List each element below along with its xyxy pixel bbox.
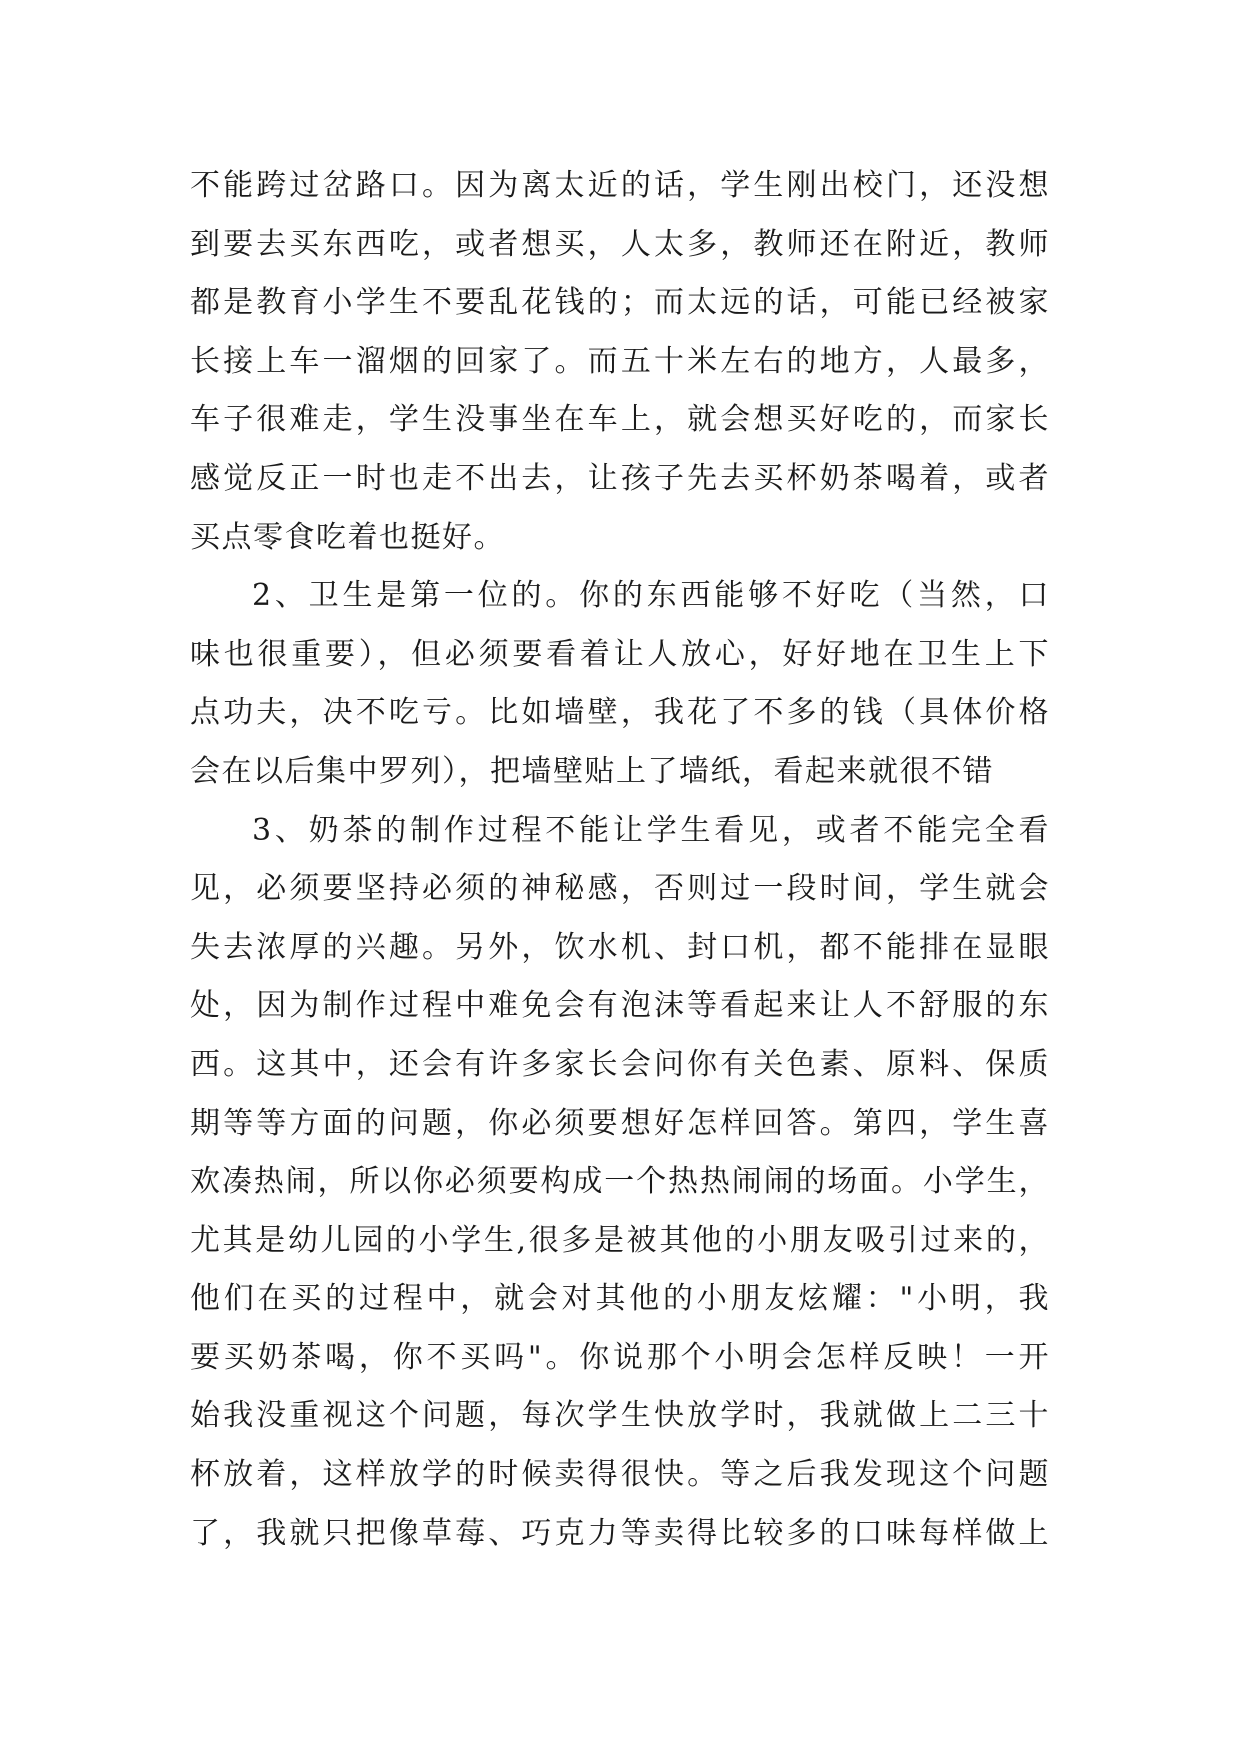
text-line: 要买奶茶喝，你不买吗"。你说那个小明会怎样反映！一开 bbox=[190, 1339, 1050, 1375]
text-line: 3、奶茶的制作过程不能让学生看见，或者不能完全看 bbox=[252, 812, 1050, 848]
text-line: 车子很难走，学生没事坐在车上，就会想买好吃的，而家长 bbox=[190, 402, 1050, 438]
text-line: 了，我就只把像草莓、巧克力等卖得比较多的口味每样做上 bbox=[190, 1515, 1050, 1551]
body-text bbox=[190, 157, 1050, 1563]
text-line: 处，因为制作过程中难免会有泡沫等看起来让人不舒服的东 bbox=[190, 988, 1050, 1024]
text-line: 失去浓厚的兴趣。另外，饮水机、封口机，都不能排在显眼 bbox=[190, 929, 1050, 965]
text-line: 见，必须要坚持必须的神秘感，否则过一段时间，学生就会 bbox=[190, 871, 1050, 907]
text-line: 杯放着，这样放学的时候卖得很快。等之后我发现这个问题 bbox=[190, 1457, 1050, 1493]
text-line: 点功夫，决不吃亏。比如墙壁，我花了不多的钱（具体价格 bbox=[190, 695, 1050, 731]
text-line: 到要去买东西吃，或者想买，人太多，教师还在附近，教师 bbox=[190, 226, 1050, 262]
text-line: 尤其是幼儿园的小学生,很多是被其他的小朋友吸引过来的， bbox=[190, 1222, 1050, 1258]
text-line: 不能跨过岔路口。因为离太近的话，学生刚出校门，还没想 bbox=[190, 168, 1050, 203]
text-line: 味也很重要），但必须要看着让人放心，好好地在卫生上下 bbox=[190, 636, 1050, 672]
text-line: 2、卫生是第一位的。你的东西能够不好吃（当然，口 bbox=[252, 578, 1050, 614]
text-line: 始我没重视这个问题，每次学生快放学时，我就做上二三十 bbox=[190, 1398, 1050, 1434]
text-line: 买点零食吃着也挺好。 bbox=[190, 519, 505, 555]
text-line: 他们在买的过程中，就会对其他的小朋友炫耀："小明，我 bbox=[190, 1281, 1050, 1317]
text-line: 会在以后集中罗列），把墙壁贴上了墙纸，看起来就很不错 bbox=[190, 753, 994, 789]
text-line: 长接上车一溜烟的回家了。而五十米左右的地方，人最多， bbox=[190, 343, 1050, 379]
text-line: 都是教育小学生不要乱花钱的；而太远的话，可能已经被家 bbox=[190, 285, 1050, 321]
text-line: 欢凑热闹，所以你必须要构成一个热热闹闹的场面。小学生， bbox=[190, 1164, 1050, 1200]
text-line: 感觉反正一时也走不出去，让孩子先去买杯奶茶喝着，或者 bbox=[190, 460, 1050, 496]
text-line: 期等等方面的问题，你必须要想好怎样回答。第四，学生喜 bbox=[190, 1105, 1050, 1141]
text-line: 西。这其中，还会有许多家长会问你有关色素、原料、保质 bbox=[190, 1046, 1050, 1082]
